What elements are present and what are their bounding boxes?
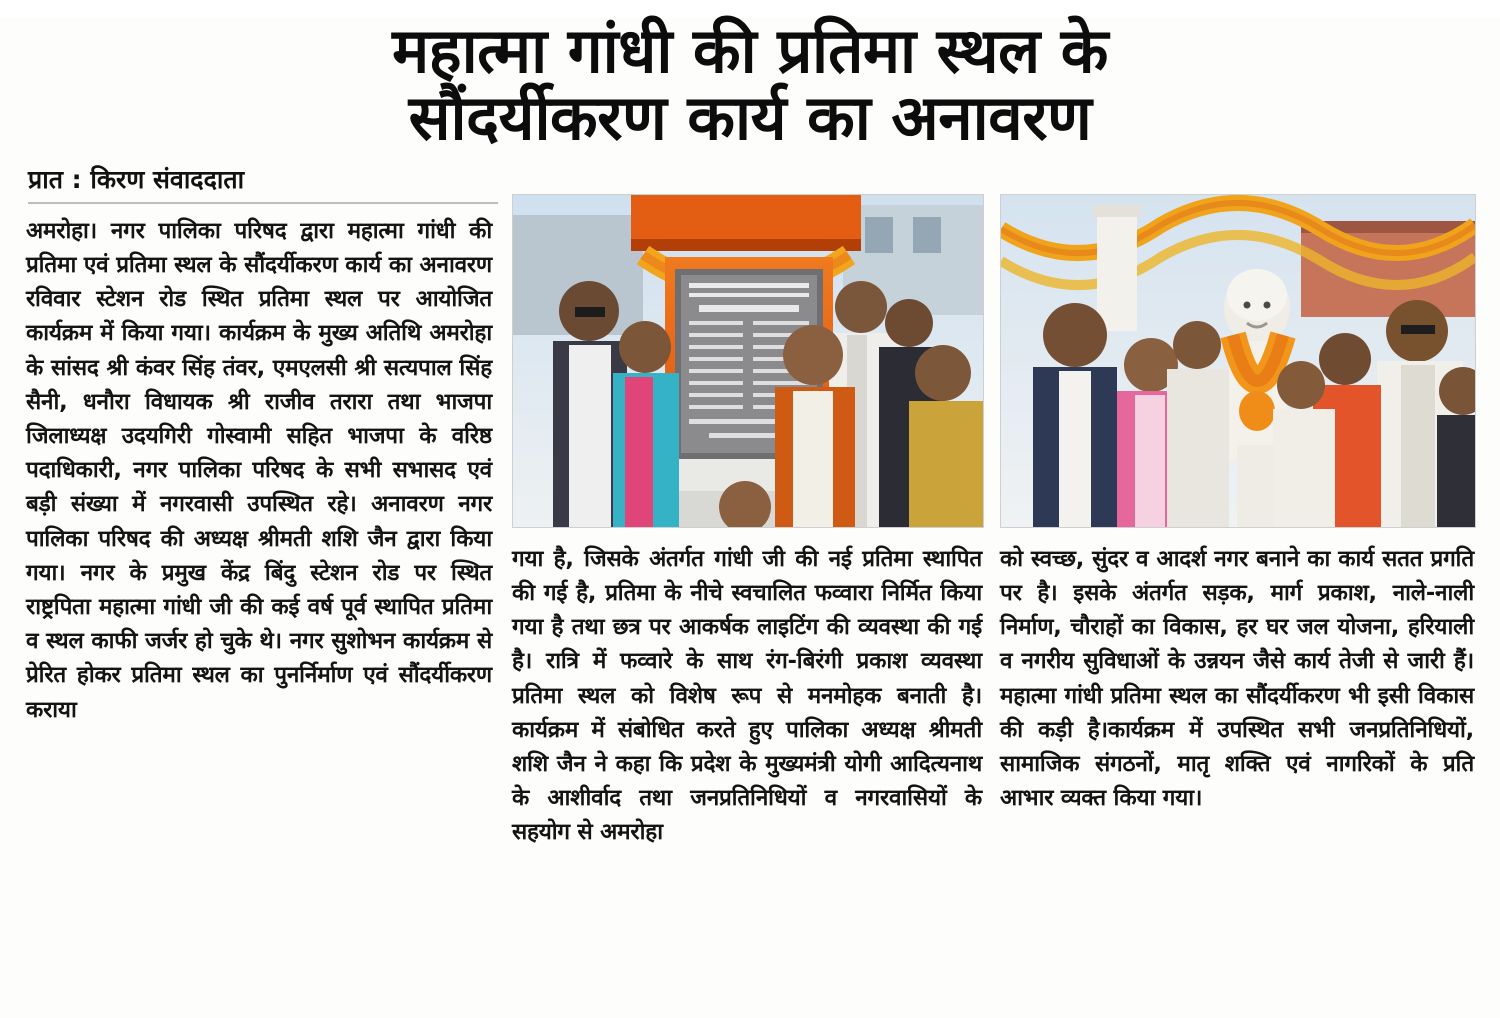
article-column-1: अमरोहा। नगर पालिका परिषद द्वारा महात्मा गांधी की प्रतिमा एवं प्रतिमा स्थल के सौंदर्यीकरण कार्य का अनावरण रविवार स्टेशन रोड स्थित प्रतिमा स्थल पर आयोजित कार्यक्रम में किया गया। कार्यक्रम के मुख्य अतिथि अमरोहा के सांसद श्री कंवर सिंह तंवर, एमएलसी श्री सत्यपाल सिंह सैनी, धनौरा विधायक श्री राजीव तरारा तथा भाजपा जिलाध्यक्ष उदयगिरी गोस्वामी सहित भाजपा के वरिष्ठ पदाधिकारी, नगर पालिका परिषद के सभी सभासद एवं बड़ी संख्या में नगरवासी उपस्थित रहे। अनावरण नगर पालिका परिषद की अध्यक्ष श्रीमती शशि जैन द्वारा किया गया। नगर के प्रमुख केंद्र बिंदु स्टेशन रोड पर स्थित राष्ट्रपिता महात्मा गांधी जी की कई वर्ष पूर्व स्थापित प्रतिमा व स्थल काफी जर्जर हो चुके थे। नगर सुशोभन कार्यक्रम से प्रेरित होकर प्रतिमा स्थल का पुनर्निर्माण एवं सौंदर्यीकरण कराया [26, 217, 492, 723]
article-column-2: गया है, जिसके अंतर्गत गांधी जी की नई प्रतिमा स्थापित की गई है, प्रतिमा के नीचे स्वचालित फव्वारा निर्मित किया गया है तथा छत्र पर आकर्षक लाइटिंग की व्यवस्था की गई है। रात्रि में फव्वारे के साथ रंग-बिरंगी प्रकाश व्यवस्था प्रतिमा स्थल को विशेष रूप से मनमोहक बनाती है। कार्यक्रम में संबोधित करते हुए पालिका अध्यक्ष श्रीमती शशि जैन ने कहा कि प्रदेश के मुख्यमंत्री योगी आदित्यनाथ के आशीर्वाद तथा जनप्रतिनिधियों व नगरवासियों के सहयोग से अमरोहा [512, 545, 982, 846]
byline-divider [28, 202, 498, 204]
article-column-3: को स्वच्छ, सुंदर व आदर्श नगर बनाने का कार्य सतत प्रगति पर है। इसके अंतर्गत सड़क, मार्ग प्रकाश, नाले-नाली निर्माण, चौराहों का विकास, हर घर जल योजना, हरियाली व नगरीय सुविधाओं के उन्नयन जैसे कार्य तेजी से जारी हैं। महात्मा गांधी प्रतिमा स्थल का सौंदर्यीकरण भी इसी विकास की कड़ी है।कार्यक्रम में उपस्थित सभी जनप्रतिनिधियों, सामाजिक संगठनों, मातृ शक्ति एवं नागरिकों के प्रति आभार व्यक्त किया गया। [1000, 545, 1474, 812]
headline-line-2: सौंदर्यीकरण कार्य का अनावरण [408, 80, 1092, 154]
page-title [40, 14, 1460, 154]
headline-line-1: महात्मा गांधी की प्रतिमा स्थल के [392, 14, 1108, 87]
article-body [0, 212, 1500, 932]
byline: प्रात : किरण संवाददाता [28, 164, 245, 194]
plaque-unveiling-photo [512, 194, 984, 528]
gandhi-statue-garland-photo [1000, 194, 1476, 528]
newspaper-page [0, 14, 1500, 1018]
